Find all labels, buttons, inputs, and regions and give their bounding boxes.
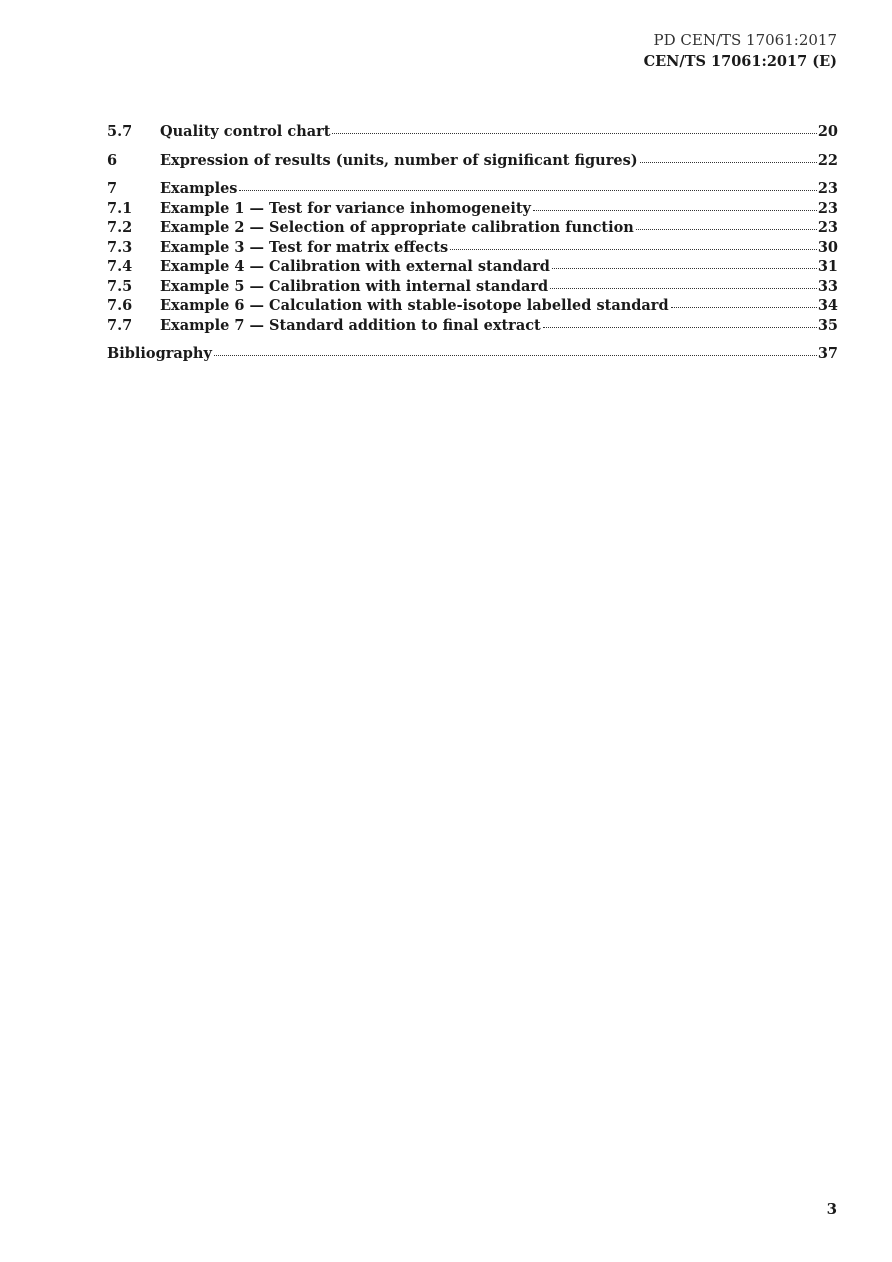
toc-entry-page: 23 [817,199,838,217]
table-of-contents [107,122,838,364]
toc-entry-page: 33 [817,277,838,295]
toc-entry-number: 7.3 [107,238,133,256]
toc-entry-page: 31 [817,258,838,275]
toc-entry-page: 23 [817,219,838,236]
toc-entry-5-7[interactable] [107,122,838,142]
toc-entry-bibliography[interactable] [107,344,838,364]
page-number: 3 [826,1200,837,1218]
toc-dot-leader [239,179,816,193]
toc-entry-title: Example 5 — Calibration with internal standard [160,277,549,295]
toc-entry-page: 23 [817,180,838,197]
document-header [644,30,837,72]
toc-entry-number: 7.1 [107,199,133,217]
toc-dot-leader [533,199,817,213]
toc-entry-page: 22 [817,151,838,169]
toc-entry-title: Example 6 — Calculation with stable-isotope labelled standard [160,297,669,314]
toc-entry-title: Example 4 — Calibration with external standard [160,258,550,275]
toc-entry-page: 30 [817,238,838,256]
standard-reference: PD CEN/TS 17061:2017 [653,31,837,49]
toc-entry-7-3[interactable] [107,238,838,258]
toc-dot-leader [671,296,817,310]
toc-entry-number: 7.4 [107,258,133,275]
toc-entry-7-5[interactable] [107,277,838,297]
toc-entry-7-7[interactable] [107,316,838,336]
toc-entry-7[interactable] [107,179,838,199]
toc-entry-title: Quality control chart [160,123,331,140]
toc-entry-title: Bibliography [107,345,212,362]
toc-entry-title: Example 2 — Selection of appropriate calibration function [160,219,634,236]
toc-entry-page: 34 [817,297,838,314]
standard-reference-english: CEN/TS 17061:2017 (E) [643,53,837,70]
toc-entry-number: 7 [107,180,118,197]
toc-dot-leader [450,238,817,252]
toc-entry-number: 5.7 [107,123,133,140]
toc-entry-number: 7.2 [107,219,133,236]
toc-entry-title: Examples [160,180,238,197]
toc-entry-title: Example 1 — Test for variance inhomogeneity [160,199,531,217]
toc-dot-leader [552,257,817,271]
toc-entry-number: 6 [107,151,118,169]
toc-entry-7-2[interactable] [107,218,838,238]
toc-entry-7-1[interactable] [107,199,838,219]
toc-dot-leader [550,277,817,291]
toc-entry-number: 7.5 [107,277,133,295]
toc-entry-number: 7.6 [107,297,133,314]
toc-entry-6[interactable] [107,151,838,171]
toc-entry-title: Example 3 — Test for matrix effects [160,238,449,256]
toc-entry-7-6[interactable] [107,296,838,316]
toc-entry-title: Expression of results (units, number of significant figures) [160,151,638,169]
toc-entry-7-4[interactable] [107,257,838,277]
toc-entry-page: 20 [817,123,838,140]
toc-dot-leader [332,122,816,136]
toc-entry-number: 7.7 [107,316,133,334]
toc-entry-title: Example 7 — Standard addition to final extract [160,316,541,334]
toc-entry-page: 37 [817,345,838,362]
toc-dot-leader [640,151,817,165]
toc-dot-leader [543,316,817,330]
toc-dot-leader [214,344,817,358]
toc-entry-page: 35 [817,316,838,334]
toc-dot-leader [636,218,817,232]
